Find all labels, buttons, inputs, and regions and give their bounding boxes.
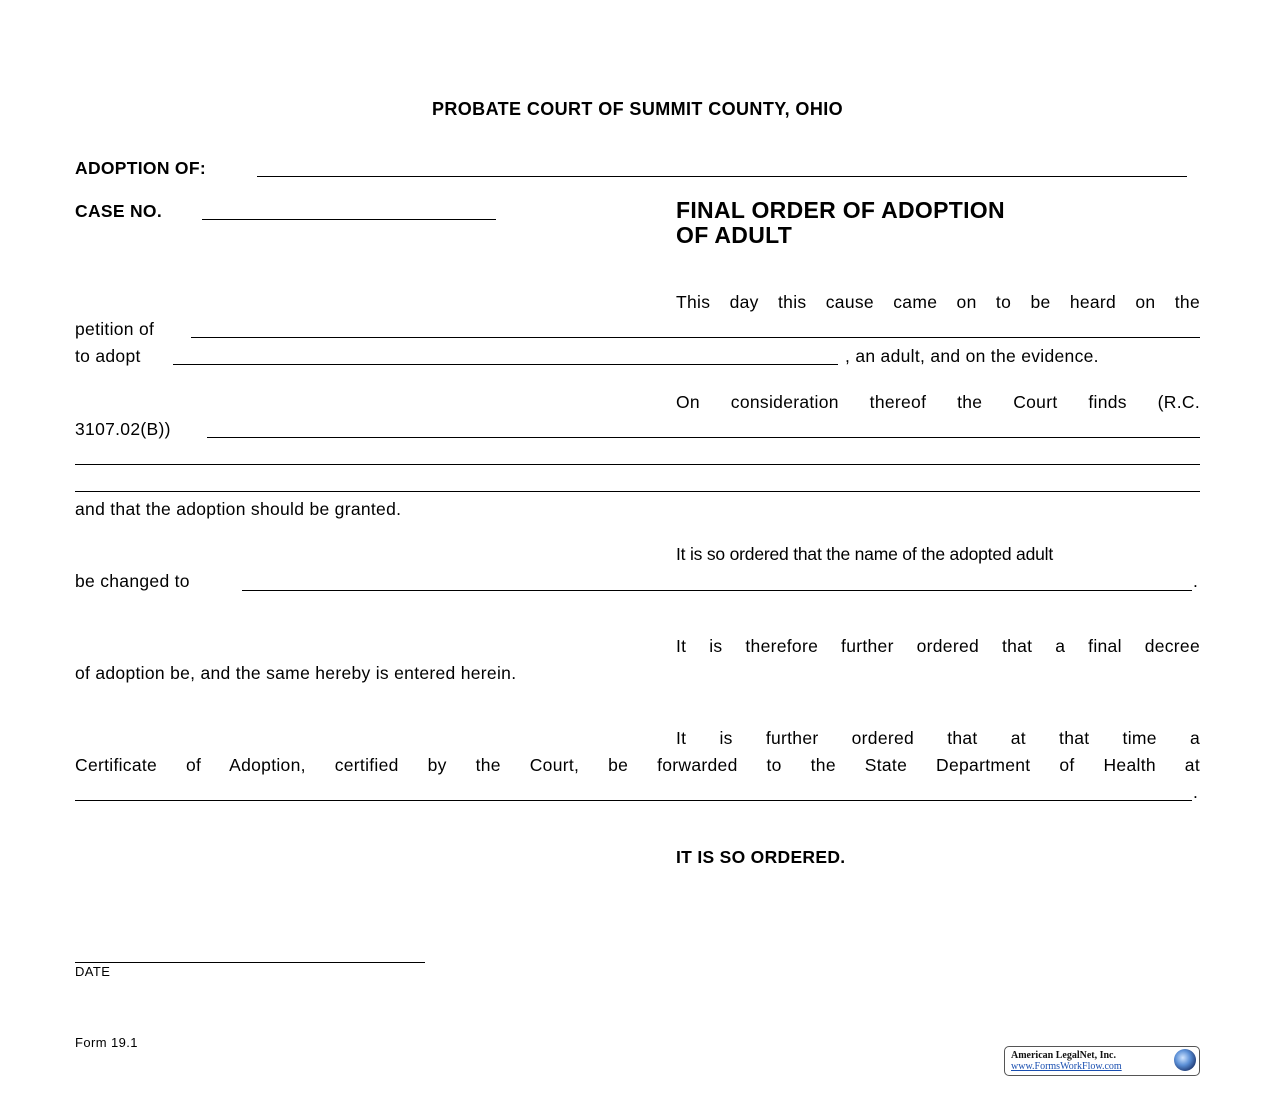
court-header: PROBATE COURT OF SUMMIT COUNTY, OHIO [431,99,844,119]
adoption-of-label: ADOPTION OF: [75,158,206,178]
paragraph-1-start: This day this cause came on to be heard on the [676,292,1200,312]
health-department-period: . [1193,782,1199,802]
logo-url[interactable]: www.FormsWorkFlow.com [1011,1061,1122,1072]
adoption-of-field[interactable] [257,176,1187,177]
new-name-period: . [1193,571,1199,591]
paragraph-3-start: It is so ordered that the name of the adopted adult [676,544,1054,564]
adoptee-field[interactable] [173,364,838,365]
americanlegalnet-logo[interactable] [1004,1046,1200,1076]
paragraph-2-start: On consideration thereof the Court finds (R.C. [676,392,1200,412]
findings-field-3[interactable] [75,491,1200,492]
changed-to-label: be changed to [75,571,190,591]
globe-icon [1174,1049,1196,1071]
so-ordered-text: IT IS SO ORDERED. [676,847,846,867]
statute-reference: 3107.02(B)) [75,419,171,439]
findings-field-2[interactable] [75,464,1200,465]
findings-field-1[interactable] [207,437,1200,438]
document-title [676,198,1005,248]
paragraph-5-start: It is further ordered that at that time a [676,728,1200,748]
date-field[interactable] [75,962,425,963]
form-number: Form 19.1 [75,1035,138,1050]
petition-label: petition of [75,319,155,339]
title-line-2: OF ADULT [676,222,793,248]
paragraph-4-end: of adoption be, and the same hereby is entered herein. [75,663,517,683]
granted-text: and that the adoption should be granted. [75,499,402,519]
adult-evidence-text: , an adult, and on the evidence. [845,346,1099,366]
logo-company-name: American LegalNet, Inc. [1011,1050,1116,1061]
case-no-field[interactable] [202,219,496,220]
case-no-label: CASE NO. [75,201,162,221]
health-department-field[interactable] [75,800,1192,801]
paragraph-4-start: It is therefore further ordered that a final decree [676,636,1200,656]
paragraph-5-line-2: Certificate of Adoption, certified by the Court, be forwarded to the State Department of Health at [75,755,1200,775]
petitioner-field[interactable] [191,337,1200,338]
to-adopt-label: to adopt [75,346,141,366]
date-label: DATE [75,964,111,979]
title-line-1: FINAL ORDER OF ADOPTION [676,197,1005,223]
new-name-field[interactable] [242,590,1192,591]
